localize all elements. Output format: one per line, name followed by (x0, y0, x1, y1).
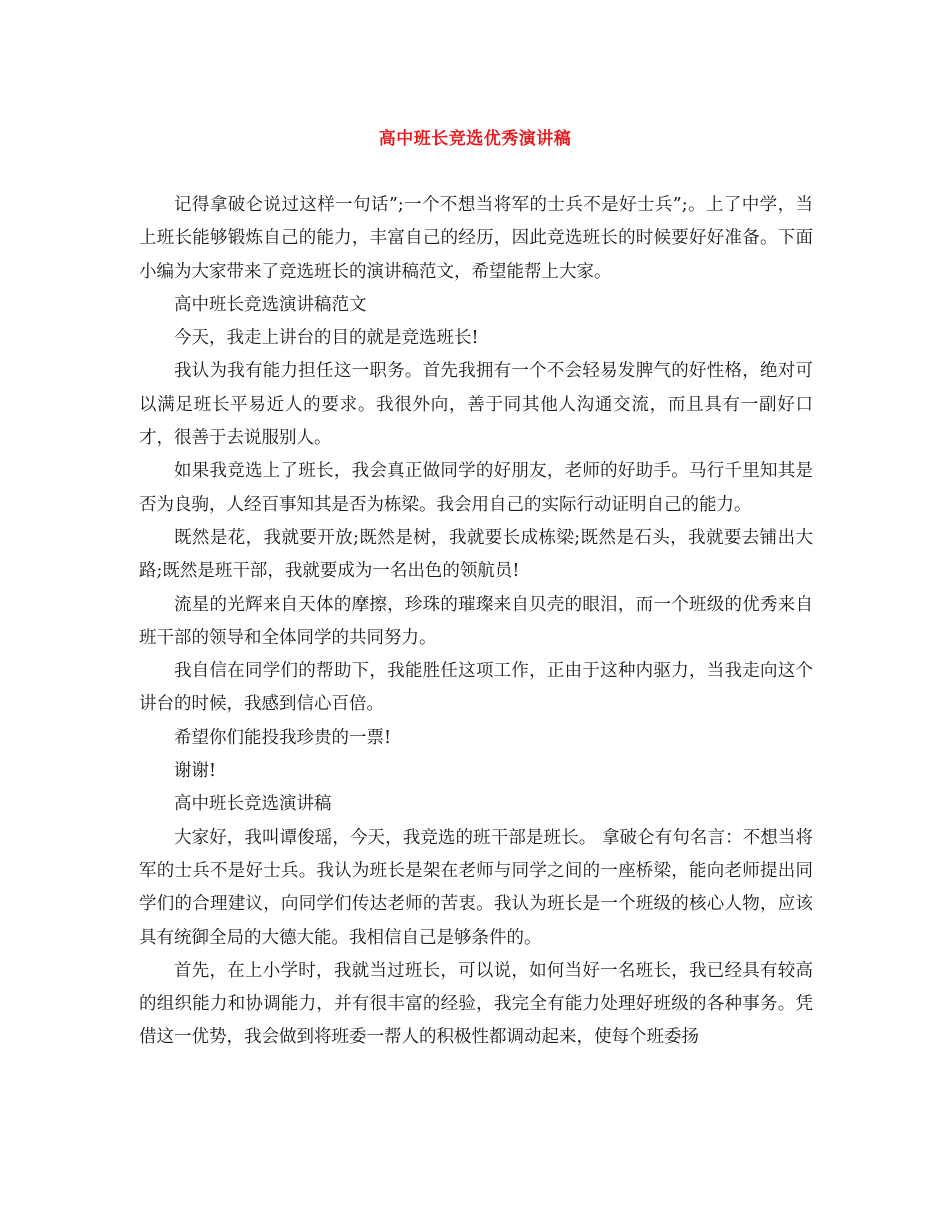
paragraph: 谢谢! (174, 761, 217, 782)
paragraph: 我认为我有能力担任这一职务。首先我拥有一个不会轻易发脾气的好性格，绝对可以满足班长平易近人的要求。我很外向，善于同其他人沟通交流，而且具有一副好口才，很善于去说服别人。 (139, 361, 813, 449)
paragraph: 首先，在上小学时，我就当过班长，可以说，如何当好一名班长，我已经具有较高的组织能力和协调能力，并有很丰富的经验，我完全有能力处理好班级的各种事务。凭借这一优势，我会做到将班委一帮人的积极性都调动起来，使每个班委扬 (139, 960, 813, 1048)
document-title: 高中班长竞选优秀演讲稿 (378, 129, 572, 149)
paragraph-intro: 记得拿破仑说过这样一句话”;一个不想当将军的士兵不是好士兵”;。上了中学，当上班长能够锻炼自己的能力，丰富自己的经历，因此竞选班长的时候要好好准备。下面小编为大家带来了竞选班长的演讲稿范文，希望能帮上大家。 (139, 195, 813, 282)
paragraph: 流星的光辉来自天体的摩擦，珍珠的璀璨来自贝壳的眼泪，而一个班级的优秀来自班干部的领导和全体同学的共同努力。 (139, 594, 813, 648)
section-heading-speech: 高中班长竞选演讲稿 (174, 794, 332, 815)
paragraph: 今天，我走上讲台的目的就是竞选班长! (174, 328, 479, 349)
paragraph: 如果我竞选上了班长，我会真正做同学的好朋友，老师的好助手。马行千里知其是否为良驹，人经百事知其是否为栋梁。我会用自己的实际行动证明自己的能力。 (139, 461, 813, 515)
document-body (139, 189, 813, 1055)
paragraph: 希望你们能投我珍贵的一票! (174, 727, 392, 748)
paragraph: 既然是花，我就要开放;既然是树，我就要长成栋梁;既然是石头，我就要去铺出大路;既然是班干部，我就要成为一名出色的领航员! (139, 527, 813, 582)
paragraph: 我自信在同学们的帮助下，我能胜任这项工作，正由于这种内驱力，当我走向这个讲台的时候，我感到信心百倍。 (139, 661, 813, 715)
section-heading-sample: 高中班长竞选演讲稿范文 (174, 294, 367, 315)
paragraph: 大家好，我叫谭俊瑶，今天，我竞选的班干部是班长。 拿破仑有句名言：不想当将军的士兵不是好士兵。我认为班长是架在老师与同学之间的一座桥梁，能向老师提出同学们的合理建议，向同学们传达老师的苦衷。我认为班长是一个班级的核心人物，应该具有统御全局的大德大能。我相信自己是够条件的。 (139, 827, 813, 948)
